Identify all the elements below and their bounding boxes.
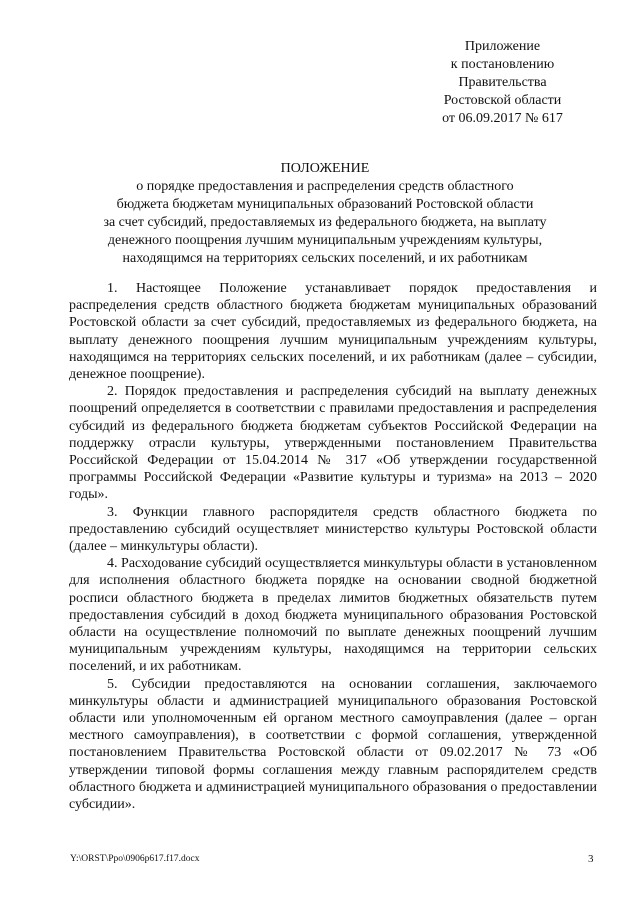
title-line: бюджета бюджетам муниципальных образований Ростовской области (116, 197, 534, 212)
appendix-line: от 06.09.2017 № 617 (442, 111, 563, 126)
appendix-line: к постановлению (450, 57, 555, 72)
title-line: о порядке предоставления и распределения средств областного (136, 179, 514, 194)
title-line: денежного поощрения лучшим муниципальным учреждениям культуры, (107, 233, 543, 248)
appendix-line: Ростовской области (443, 93, 562, 108)
page-number: 3 (588, 853, 594, 865)
title-line: находящимся на территориях сельских поселений, и их работникам (122, 251, 528, 266)
appendix-line: Приложение (464, 39, 541, 54)
paragraph-1: 1. Настоящее Положение устанавливает порядок предоставления и распределения средств областного бюджета бюджетам муниципальных образований Ростовской области за счет субсидий, предоставляемых из федерального бюджета, на выплату денежного поощрения лучшим муниципальным учреждениям культуры, находящимся на территориях сельских поселений, и их работникам (далее – субсидии, денежное поощрение). (69, 281, 597, 383)
footer-file-path: Y:\ORST\Ppo\0906p617.f17.docx (70, 854, 200, 864)
appendix-block (380, 38, 625, 128)
document-body (69, 280, 597, 813)
paragraph-4: 4. Расходование субсидий осуществляется минкультуры области в установленном для исполнения областного бюджета порядке на основании сводной бюджетной росписи областного бюджета в пределах лимитов бюджетных обязательств путем предоставления субсидий в доход бюджета муниципального образования Ростовской области на осуществление полномочий по выплате денежных поощрений лучшим муниципальным учреждениям культуры, находящимся на территории сельских поселений, и их работникам. (69, 556, 597, 675)
paragraph-3: 3. Функции главного распорядителя средств областного бюджета по предоставлению субсидий осуществляет министерство культуры Ростовской области (далее – минкультуры области). (69, 504, 597, 555)
title-line: за счет субсидий, предоставляемых из федерального бюджета, на выплату (103, 215, 547, 230)
appendix-line: Правительства (458, 75, 547, 90)
paragraph-2: 2. Порядок предоставления и распределения субсидий на выплату денежных поощрений определяется в соответствии с правилами предоставления и распределения субсидий из федерального бюджета бюджетам субъектов Российской Федерации на поддержку отрасли культуры, утвержденными постановлением Правительства Российской Федерации от 15.04.2014 № 317 «Об утверждении государственной программы Российской Федерации «Развитие культуры и туризма» на 2013 – 2020 годы». (69, 384, 597, 503)
title-heading: ПОЛОЖЕНИЕ (280, 161, 370, 176)
paragraph-5: 5. Субсидии предоставляются на основании соглашения, заключаемого минкультуры области и администрацией муниципального образования Ростовской области или уполномоченным ей органом местного самоуправления (далее – орган местного самоуправления), в соответствии с формой соглашения, утвержденной постановлением Правительства Ростовской области от 09.02.2017 № 73 «Об утверждении типовой формы соглашения между главным распорядителем средств областного бюджета и администрацией муниципального образования о предоставлении субсидии». (69, 676, 597, 813)
document-title (60, 160, 590, 268)
